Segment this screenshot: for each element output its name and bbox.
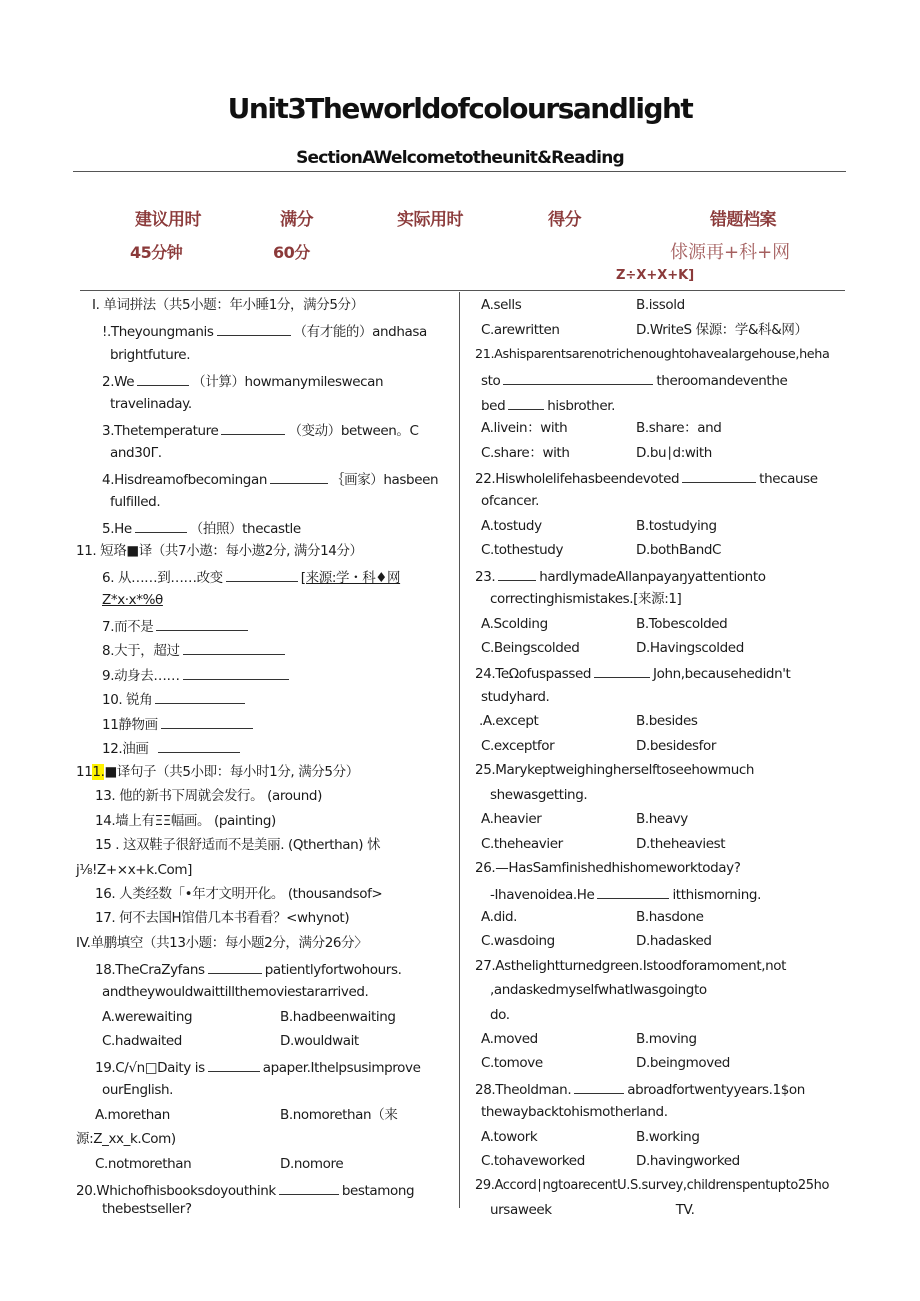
- q2-text-a: 2.We: [102, 374, 135, 390]
- q18-text-c: andtheywouldwaittillthemoviestararrived.: [102, 984, 369, 1000]
- q21-blank-1[interactable]: [503, 370, 653, 385]
- question-1: [102, 321, 427, 341]
- question-8: [102, 640, 288, 660]
- question-15: 15 . 这双鞋子很舒适而不是美丽. (Qtherthan) 怵: [95, 837, 381, 853]
- q25-option-c[interactable]: C.theheavier: [481, 836, 563, 852]
- worksheet-title: Unit3Theworldofcoloursandlight: [227, 92, 693, 125]
- q11-blank[interactable]: [161, 714, 253, 729]
- q26-text-b: -Ihavenoidea.He: [490, 887, 595, 903]
- q3-text-c: and30Γ.: [110, 445, 162, 461]
- q21-text-e: hisbrother.: [547, 398, 616, 414]
- q4-text-b: ｛画家）hasbeen: [331, 472, 439, 488]
- q9-blank[interactable]: [183, 665, 289, 680]
- q9-text: 9.动身去……: [102, 668, 180, 684]
- q24-option-b[interactable]: B.besides: [636, 713, 698, 729]
- question-25: 25.Marykeptweighingherselftoseehowmuch: [475, 762, 755, 778]
- q25-text-b: shewasgetting.: [490, 787, 588, 803]
- question-20: [76, 1180, 414, 1200]
- q28-text-c: thewaybacktohismotherland.: [481, 1104, 668, 1120]
- question-26: 26.—HasSamfinishedhishomeworktoday?: [475, 860, 741, 876]
- watermark-code: Z÷X+X+K]: [616, 268, 695, 283]
- question-27: 27.Asthelightturnedgreen.Istoodforamoment,not: [475, 958, 787, 974]
- q21-line-2: [481, 370, 787, 390]
- q24-text-c: studyhard.: [481, 689, 550, 705]
- q1-text-b: （有才能的）andhasa: [293, 324, 427, 340]
- question-28: [475, 1079, 805, 1099]
- question-7: [102, 616, 251, 636]
- q19-text-b: apaper.Ithelpsusimprove: [262, 1060, 421, 1076]
- q21-option-b[interactable]: B.share：and: [636, 420, 722, 436]
- worksheet-subtitle: SectionAWelcometotheunit&Reading: [296, 148, 624, 168]
- q27-text-c: do.: [490, 1007, 510, 1023]
- q22-option-c[interactable]: C.tothestudy: [481, 542, 564, 558]
- section-3-title: [76, 763, 359, 781]
- q29-text-c: TV.: [675, 1202, 695, 1218]
- q1-blank[interactable]: [217, 321, 291, 336]
- stats-score-label: 得分: [548, 210, 581, 230]
- q27-option-a[interactable]: A.moved: [481, 1031, 538, 1047]
- stats-error-archive-label: 错题档案: [710, 210, 776, 230]
- q5-text-b: （拍照）thecastle: [189, 521, 301, 537]
- question-23: [475, 566, 766, 586]
- question-11: [102, 714, 256, 734]
- q11-text: 11静物画: [102, 717, 158, 733]
- q19-blank[interactable]: [208, 1057, 260, 1072]
- q28-option-d[interactable]: D.havingworked: [636, 1153, 740, 1169]
- q7-text: 7.而不是: [102, 619, 154, 635]
- q19-option-c[interactable]: C.notmorethan: [95, 1156, 192, 1172]
- q1-text-a: !.Theyoungmanis: [102, 324, 214, 340]
- q6-source: [来源:学・科♦网: [300, 570, 401, 586]
- q10-text: 10. 锐角: [102, 692, 153, 708]
- question-18: [95, 959, 401, 979]
- q23-text-c: correctinghismistakes.[来源:1]: [490, 591, 682, 607]
- q23-option-b[interactable]: B.Tobescolded: [636, 616, 728, 632]
- q22-option-d[interactable]: D.bothBandC: [636, 542, 722, 558]
- question-21: 21.Ashisparentsarenotrichenoughtohavealargehouse,heha: [475, 347, 830, 362]
- question-2: [102, 371, 383, 391]
- question-19: [95, 1057, 421, 1077]
- question-17: 17. 何不去国H馆借几本书看看？<whynot): [95, 910, 350, 926]
- q18-option-b[interactable]: B.hadbeenwaiting: [280, 1009, 396, 1025]
- q12-text: 12.油画: [102, 741, 149, 757]
- q26-option-d[interactable]: D.hadasked: [636, 933, 712, 949]
- q3-text-b: （变动）between。C: [288, 423, 419, 439]
- q25-option-d[interactable]: D.theheaviest: [636, 836, 726, 852]
- question-6: [102, 567, 400, 587]
- q24-option-a[interactable]: .A.except: [479, 713, 539, 729]
- q20-blank[interactable]: [279, 1180, 339, 1195]
- q22-blank[interactable]: [682, 468, 756, 483]
- q24-text-a: 24.TeΩofuspassed: [475, 666, 592, 682]
- q28-option-b[interactable]: B.working: [636, 1129, 700, 1145]
- question-13: 13. 他的新书下周就会发行。 (around): [95, 788, 322, 804]
- q28-text-b: abroadfortwentyyears.1$on: [627, 1082, 805, 1098]
- q5-text-a: 5.He: [102, 521, 132, 537]
- q26-option-a[interactable]: A.did.: [481, 909, 518, 925]
- q24-option-d[interactable]: D.besidesfor: [636, 738, 717, 754]
- q21-option-c[interactable]: C.share：with: [481, 445, 570, 461]
- q15-source: j⅛!Z+×x+k.Com]: [76, 862, 193, 878]
- question-12: [102, 738, 243, 758]
- q28-text-a: 28.Theoldman.: [475, 1082, 572, 1098]
- section-3-prefix: 11: [76, 764, 93, 780]
- q26-option-c[interactable]: C.wasdoing: [481, 933, 555, 949]
- q24-option-c[interactable]: C.exceptfor: [481, 738, 555, 754]
- q5-blank[interactable]: [135, 518, 187, 533]
- q22-text-a: 22.Hiswholelifehasbeendevoted: [475, 471, 680, 487]
- q22-text-c: ofcancer.: [481, 493, 539, 509]
- q18-text-b: patientlyfortwohours.: [264, 962, 402, 978]
- q20-option-b[interactable]: B.issold: [636, 297, 685, 313]
- q18-text-a: 18.TheCraZyfans: [95, 962, 205, 978]
- stats-time-value: 45分钟: [130, 243, 183, 262]
- q28-blank[interactable]: [574, 1079, 624, 1094]
- question-14: 14.墙上有ΞΞ幅画。 (painting): [95, 813, 276, 829]
- q26-line-2: [490, 884, 761, 904]
- q23-blank[interactable]: [498, 566, 536, 581]
- q28-option-c[interactable]: C.tohaveworked: [481, 1153, 585, 1169]
- q12-blank[interactable]: [158, 738, 240, 753]
- q24-blank[interactable]: [594, 663, 650, 678]
- question-9: [102, 665, 292, 685]
- q23-option-d[interactable]: D.Havingscolded: [636, 640, 744, 656]
- q20-option-d[interactable]: D.WriteS 保源：学&科&网）: [636, 322, 808, 338]
- question-29: 29.Accord∣ngtoarecentU.S.survey,childrenspentupto25ho: [475, 1178, 830, 1193]
- q3-blank[interactable]: [221, 420, 285, 435]
- q20-text-b: bestamong: [341, 1183, 415, 1199]
- q18-option-d[interactable]: D.wouldwait: [280, 1033, 359, 1049]
- q21-text-b: sto: [481, 373, 501, 389]
- q2-blank[interactable]: [137, 371, 189, 386]
- q21-line-3: [481, 395, 615, 415]
- q20-text-c: thebestseller?: [102, 1201, 192, 1217]
- q2-text-c: travelinaday.: [110, 396, 192, 412]
- q4-blank[interactable]: [270, 469, 328, 484]
- section-2-title: 11. 短珞■译（共7小遨：每小遨2分, 满分14分）: [76, 543, 363, 559]
- q1-text-c: brightfuture.: [110, 347, 191, 363]
- q19-option-d[interactable]: D.nomore: [280, 1156, 344, 1172]
- question-10: [102, 689, 248, 709]
- q22-option-b[interactable]: B.tostudying: [636, 518, 717, 534]
- q6-blank[interactable]: [226, 567, 298, 582]
- q27-text-b: ,andaskedmyselfwhatIwasgoingto: [490, 982, 707, 998]
- q21-option-a[interactable]: A.livein：with: [481, 420, 568, 436]
- q27-option-c[interactable]: C.tomove: [481, 1055, 543, 1071]
- q18-option-a[interactable]: A.werewaiting: [102, 1009, 193, 1025]
- question-22: [475, 468, 818, 488]
- q21-blank-2[interactable]: [508, 395, 544, 410]
- q23-text-a: 23.: [475, 569, 496, 585]
- stats-fullscore-label: 满分: [280, 210, 313, 230]
- stats-fullscore-value: 60分: [273, 243, 310, 262]
- q4-text-c: fulfilled.: [110, 494, 161, 510]
- q19-option-b[interactable]: B.nomorethan（来: [280, 1107, 398, 1123]
- question-16: 16. 人类经数「•年才文明开化。 (thousandsof>: [95, 886, 383, 902]
- q23-text-b: hardlymadeAllanpayaŋyattentionto: [539, 569, 766, 585]
- q8-text: 8.大于，超过: [102, 643, 180, 659]
- q26-blank[interactable]: [597, 884, 669, 899]
- stats-divider: [80, 290, 845, 291]
- q25-option-a[interactable]: A.heavier: [481, 811, 542, 827]
- section-4-title: IV.单鹏填空（共13小题：每小题2分，满分26分〉: [76, 935, 368, 951]
- q7-blank[interactable]: [156, 616, 248, 631]
- q29-text-b: ursaweek: [490, 1202, 552, 1218]
- q19-source: 源:Z_xx_k.Com): [76, 1131, 176, 1147]
- q28-option-a[interactable]: A.towork: [481, 1129, 538, 1145]
- stats-actual-time-label: 实际用时: [397, 210, 463, 230]
- question-3: [102, 420, 419, 440]
- column-divider: [459, 292, 460, 1208]
- header-divider: [73, 171, 846, 172]
- q22-option-a[interactable]: A.tostudy: [481, 518, 542, 534]
- q20-option-c[interactable]: C.arewritten: [481, 322, 560, 338]
- q18-blank[interactable]: [208, 959, 262, 974]
- section-3-text: ■译句子（共5小即：每小时1分, 满分5分）: [104, 764, 359, 780]
- section-1-title: I. 单词拼法（共5小题：年小睡1分，满分5分）: [92, 297, 364, 313]
- question-4: [102, 469, 438, 489]
- watermark-text: 俅源再+科+网: [670, 242, 791, 263]
- q23-option-c[interactable]: C.Beingscolded: [481, 640, 580, 656]
- q6-source-code: Z*x·x*%θ: [102, 592, 163, 608]
- q29-line-2: [490, 1201, 695, 1219]
- q20-text-a: 20.Whichofhisbooksdoyouthink: [76, 1183, 276, 1199]
- q24-text-b: John,becausehedidn't: [653, 666, 791, 682]
- q21-text-d: bed: [481, 398, 506, 414]
- question-24: [475, 663, 790, 683]
- q27-option-d[interactable]: D.beingmoved: [636, 1055, 730, 1071]
- q2-text-b: （计算）howmanymileswecan: [192, 374, 384, 390]
- q26-option-b[interactable]: B.hasdone: [636, 909, 704, 925]
- stats-time-label: 建议用时: [135, 210, 201, 230]
- q20-option-a[interactable]: A.sells: [481, 297, 522, 313]
- q19-text-c: ourEnglish.: [102, 1082, 174, 1098]
- q18-option-c[interactable]: C.hadwaited: [102, 1033, 182, 1049]
- q27-option-b[interactable]: B.moving: [636, 1031, 697, 1047]
- question-5: [102, 518, 301, 538]
- q22-text-b: thecause: [759, 471, 818, 487]
- q4-text-a: 4.Hisdreamofbecomingan: [102, 472, 267, 488]
- q21-text-c: theroomandeventhe: [656, 373, 788, 389]
- q19-text-a: 19.C∕√n□Daity is: [95, 1060, 205, 1076]
- q21-option-d[interactable]: D.bu∣d:with: [636, 445, 712, 461]
- q6-text-a: 6. 从……到……改变: [102, 570, 223, 586]
- q26-text-c: itthismorning.: [672, 887, 761, 903]
- q8-blank[interactable]: [183, 640, 285, 655]
- q10-blank[interactable]: [155, 689, 245, 704]
- section-3-highlight: 1.: [92, 764, 105, 780]
- q23-option-a[interactable]: A.Scolding: [481, 616, 548, 632]
- q3-text-a: 3.Thetemperature: [102, 423, 219, 439]
- q19-option-a[interactable]: A.morethan: [95, 1107, 170, 1123]
- q25-option-b[interactable]: B.heavy: [636, 811, 688, 827]
